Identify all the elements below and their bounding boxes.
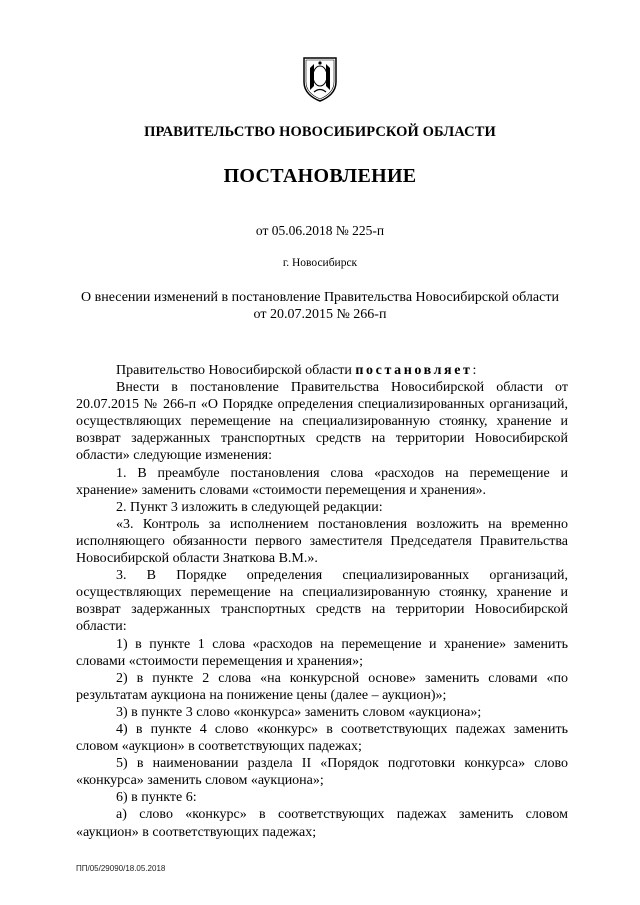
body-paragraph: 1. В преамбуле постановления слова «расходов на перемещение и хранение» заменить словами «стоимости перемещения и хранения». — [76, 465, 568, 498]
body-paragraph: а) слово «конкурс» в соответствующих падежах заменить словом «аукцион» в соответствующих падежах; — [76, 807, 568, 840]
body-paragraph: 3. В Порядке определения специализированных организаций, осуществляющих перемещение на специализированную стоянку, хранение и возврат задержанных транспортных средств на территории Новосибирской области: — [76, 568, 568, 635]
organization-name: ПРАВИТЕЛЬСТВО НОВОСИБИРСКОЙ ОБЛАСТИ — [144, 124, 496, 140]
date-and-number: от 05.06.2018 № 225-п — [255, 223, 385, 238]
body-paragraph: 6) в пункте 6: — [116, 790, 197, 806]
intro-paragraph — [76, 362, 568, 379]
footer-code: ПП/05/29090/18.05.2018 — [76, 864, 166, 873]
intro-prefix: Правительство Новосибирской области — [116, 363, 352, 378]
intro-suffix: : — [472, 363, 477, 378]
body-paragraph: 2. Пункт 3 изложить в следующей редакции: — [116, 499, 383, 515]
body-paragraph: 2) в пункте 2 слова «на конкурсной основе» заменить словами «по результатам аукциона на понижение цены (далее – аукцион)»; — [76, 670, 568, 703]
document-body — [76, 362, 568, 841]
body-paragraph: 5) в наименовании раздела II «Порядок подготовки конкурса» слово «конкурса» заменить словом «аукциона»; — [76, 756, 568, 789]
body-paragraph: Внести в постановление Правительства Новосибирской области от 20.07.2015 № 266-п «О Порядке определения специализированных организаций, осуществляющих перемещение на специализированную стоянку, хранение и возврат задержанных транспортных средств на территории Новосибирской области» следующие изменения: — [76, 380, 568, 464]
body-paragraph: «3. Контроль за исполнением постановления возложить на временно исполняющего обязанности первого заместителя Председателя Правительства Новосибирской области Знаткова В.М.». — [76, 516, 568, 567]
body-paragraph: 1) в пункте 1 слова «расходов на перемещение и хранение» заменить словами «стоимости перемещения и хранения»; — [76, 636, 568, 669]
document-subject — [70, 289, 570, 323]
subject-line-1: О внесении изменений в постановление Правительства Новосибирской области — [81, 290, 559, 305]
document-type-title: ПОСТАНОВЛЕНИЕ — [223, 165, 417, 187]
body-paragraph: 3) в пункте 3 слово «конкурса» заменить словом «аукциона»; — [116, 704, 482, 720]
body-paragraph: 4) в пункте 4 слово «конкурс» в соответствующих падежах заменить словом «аукцион» в соответствующих падежах; — [76, 721, 568, 755]
coat-of-arms-icon — [300, 56, 340, 102]
subject-line-2: от 20.07.2015 № 266-п — [253, 307, 387, 322]
city-name: г. Новосибирск — [282, 257, 358, 269]
intro-keyword: постановляет — [355, 363, 473, 378]
